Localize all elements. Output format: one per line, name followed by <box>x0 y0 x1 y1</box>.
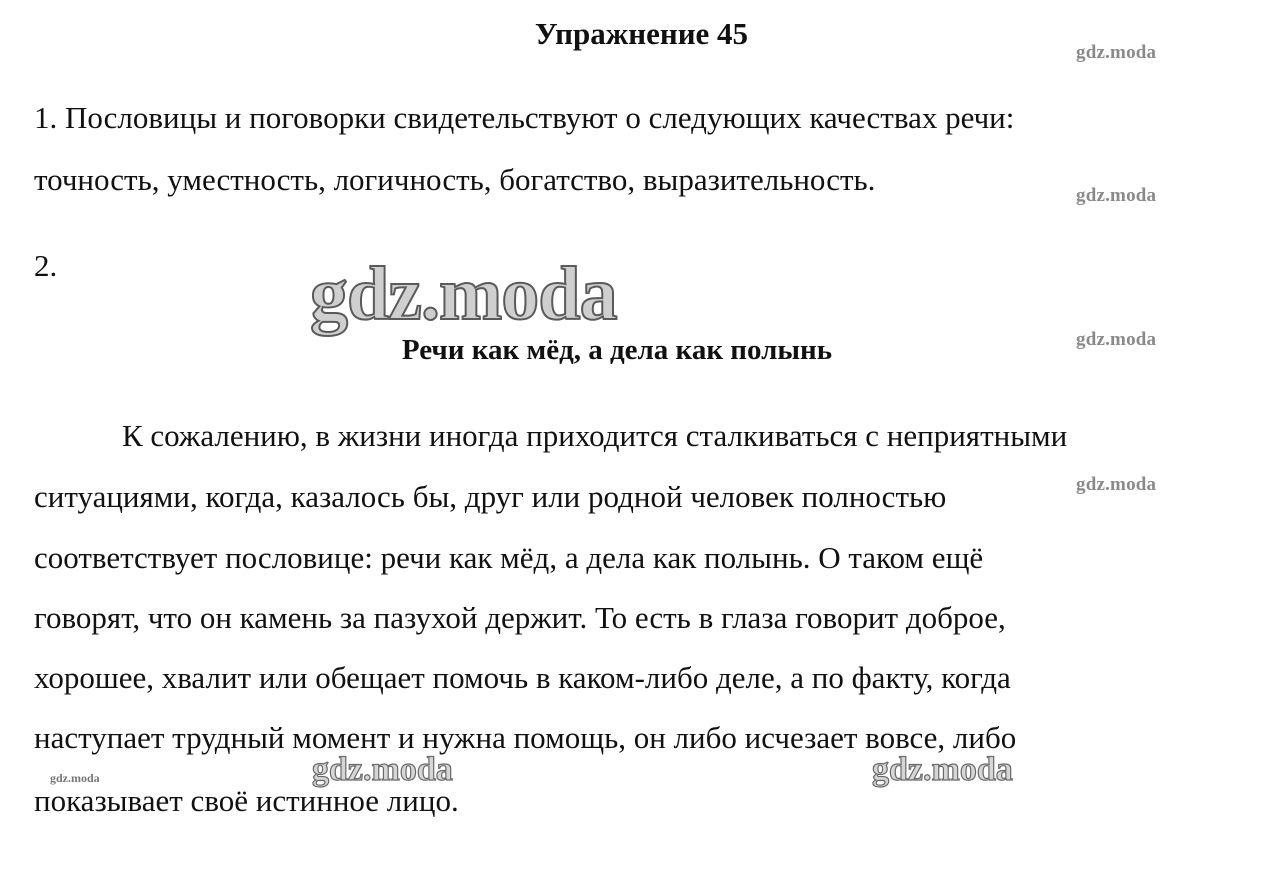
essay-line-2: ситуациями, когда, казалось бы, друг или родной человек полностью <box>34 479 947 514</box>
essay-line-3: соответствует пословице: речи как мёд, а дела как полынь. О таком ещё <box>34 540 984 575</box>
watermark-logo-tiny: gdz.moda <box>50 771 100 785</box>
watermark-logo: gdz.moda <box>1076 329 1157 350</box>
section1-line-1: 1. Пословицы и поговорки свидетельствуют о следующих качествах речи: <box>34 100 1015 135</box>
essay-line-7: показывает своё истинное лицо. <box>34 783 459 818</box>
watermark-logo: gdz.moda <box>1076 185 1157 206</box>
exercise-title: Упражнение 45 <box>534 16 749 51</box>
essay-line-4: говорят, что он камень за пазухой держит. То есть в глаза говорит доброе, <box>34 600 1006 635</box>
watermark-logo-medium: gdz.moda <box>312 751 453 788</box>
essay-line-1: К сожалению, в жизни иногда приходится сталкиваться с неприятными <box>122 418 1068 453</box>
watermark-logo-medium: gdz.moda <box>872 751 1013 788</box>
watermark-logo: gdz.moda <box>1076 42 1157 63</box>
essay-title: Речи как мёд, а дела как полынь <box>401 334 833 366</box>
essay-line-6: наступает трудный момент и нужна помощь, он либо исчезает вовсе, либо <box>34 720 1017 755</box>
section2-number: 2. <box>34 248 58 283</box>
watermark-logo-large: gdz.moda <box>310 252 617 336</box>
essay-line-5: хорошее, хвалит или обещает помочь в каком-либо деле, а по факту, когда <box>34 660 1011 695</box>
section1-line-2: точность, уместность, логичность, богатство, выразительность. <box>34 162 876 197</box>
watermark-logo: gdz.moda <box>1076 474 1157 495</box>
